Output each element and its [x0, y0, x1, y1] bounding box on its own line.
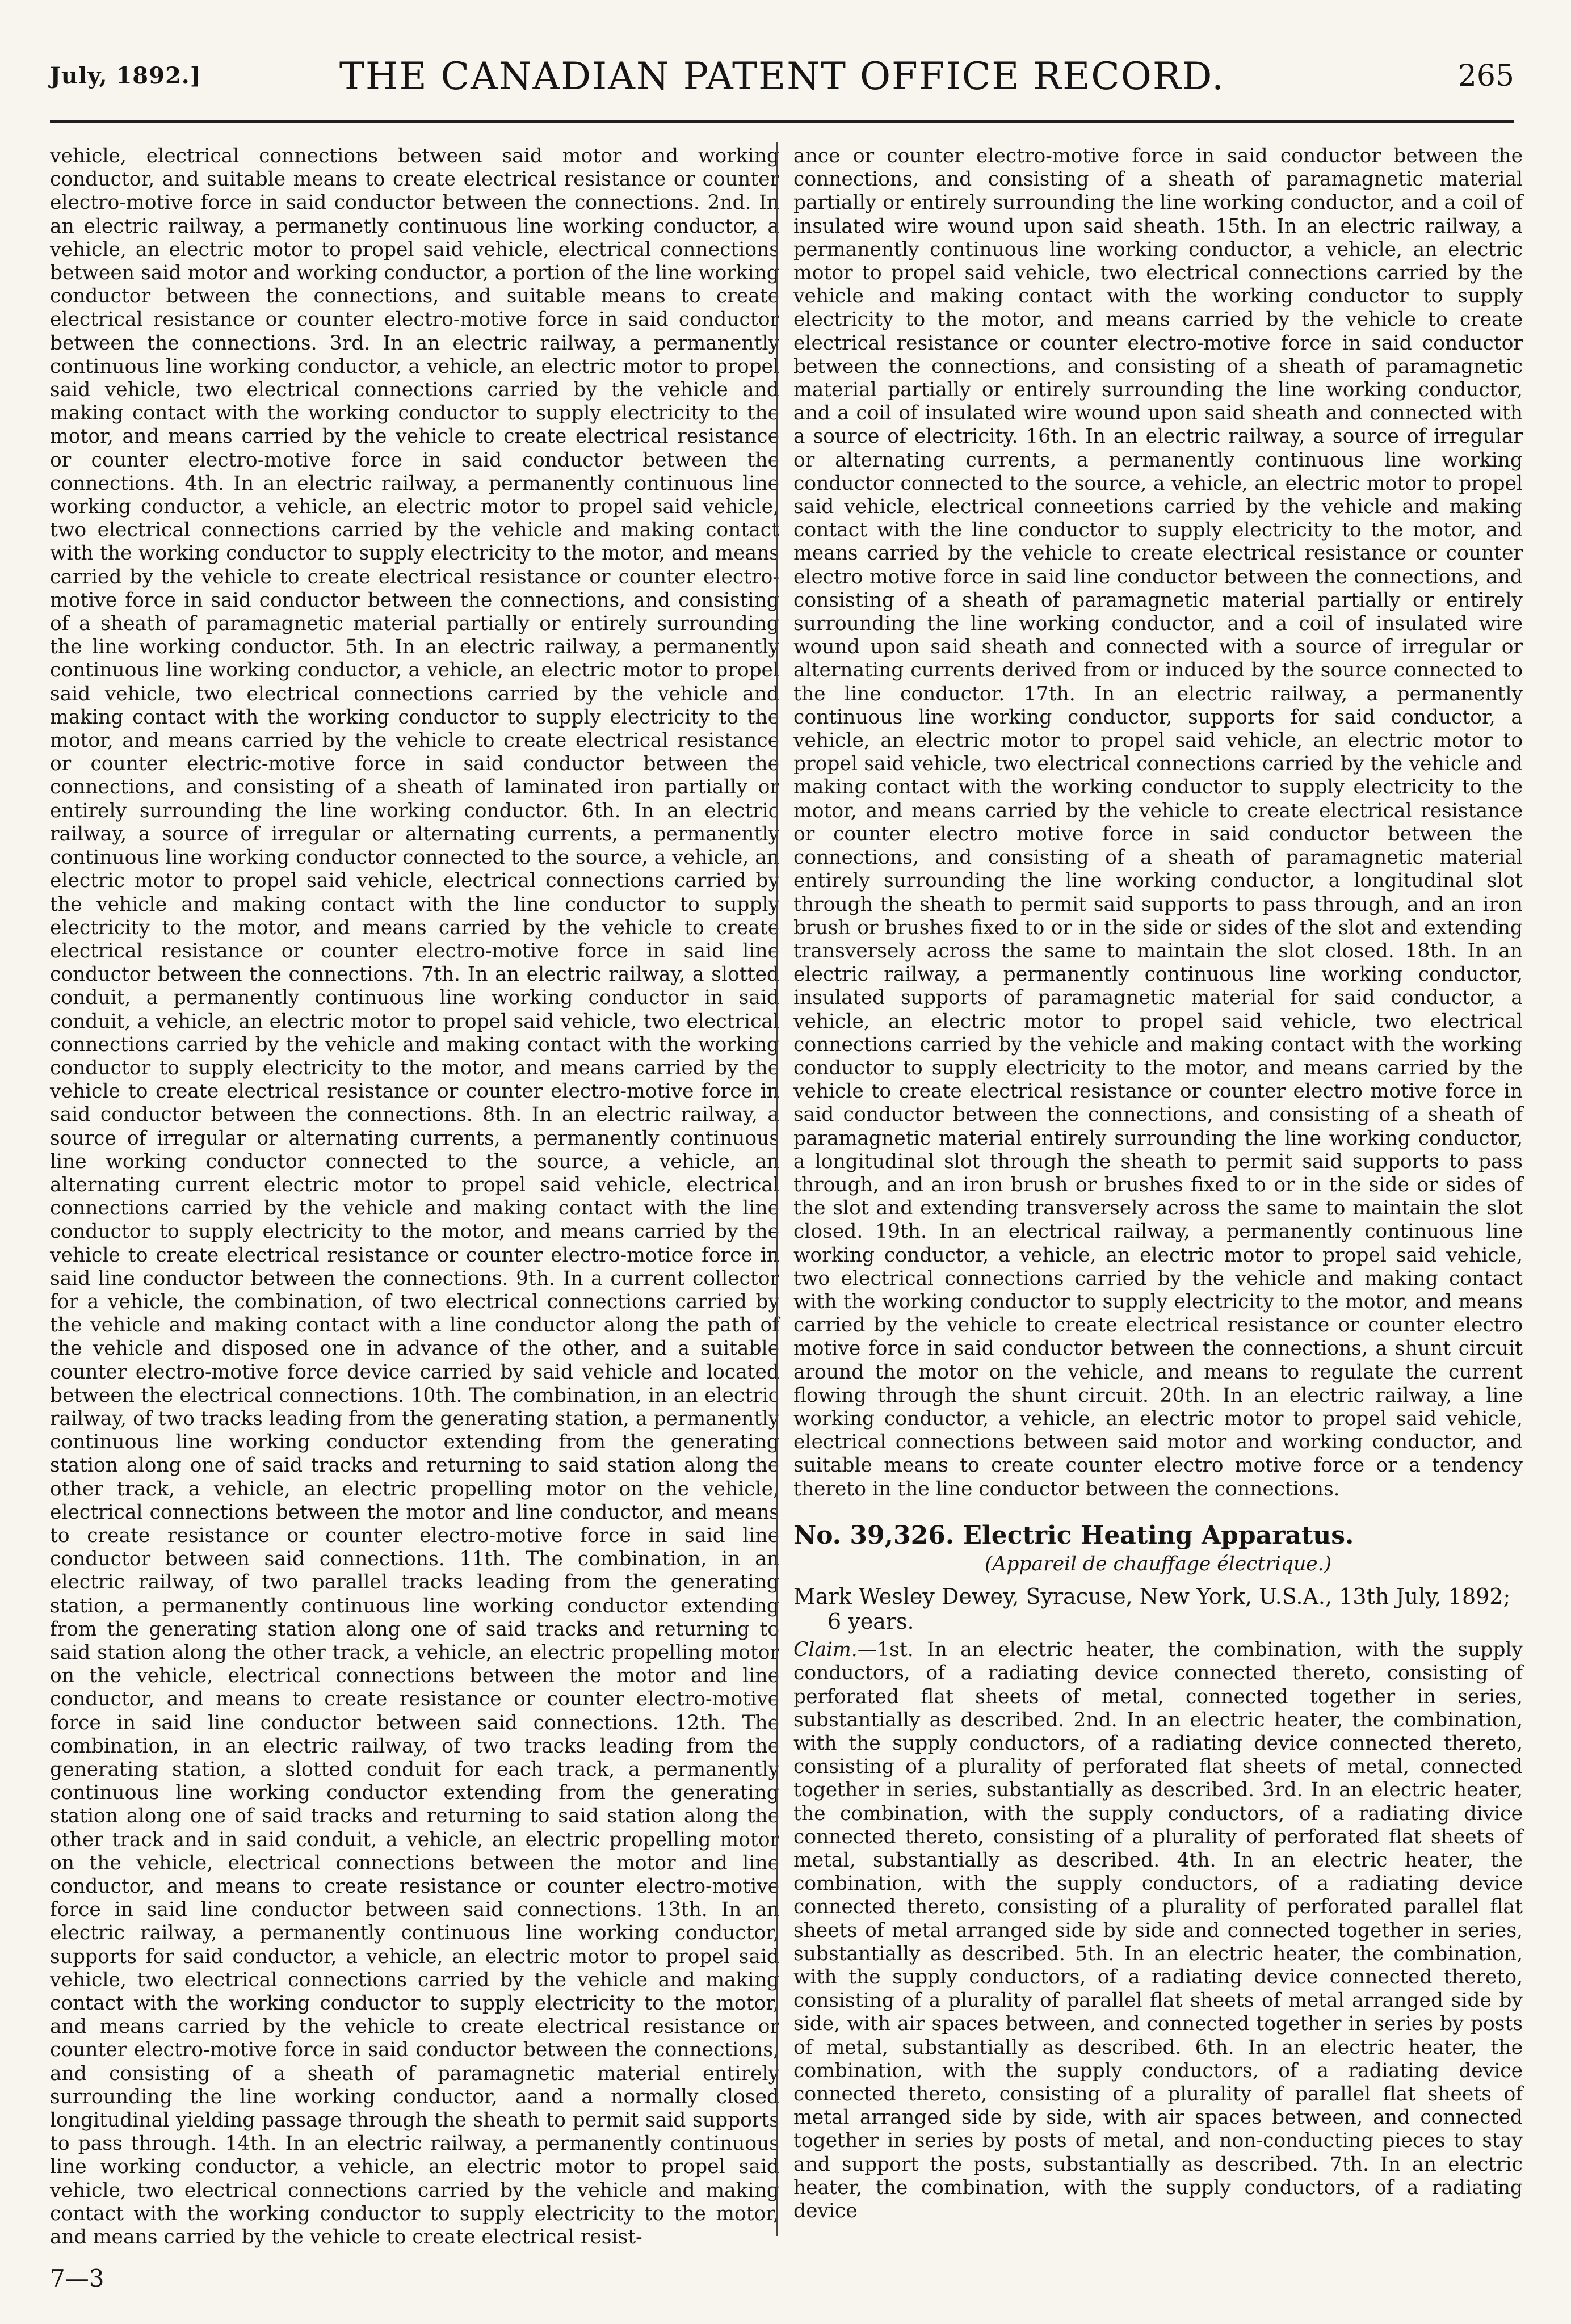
patent-subheading: (Appareil de chauffage électrique.) — [984, 1552, 1332, 1575]
right-column — [793, 145, 1523, 2223]
patent-applicant: Mark Wesley Dewey, Syracuse, New York, U.S.A., 13th July, 1892; 6 years. — [793, 1584, 1511, 1634]
left-column-text: vehicle, electrical connections between said motor and working conductor, and suitable means to create electrical resistance or counter electro-motive force in said conductor between the connections. 2nd. In an electric railway, a permanetly continuous line working conductor, a vehicle, an electric motor to propel said vehicle, electrical connections between said motor and working conductor, a portion of the line working conductor between the connections, and suitable means to create electrical resistance or counter electro-motive force in said conductor between the connections. 3rd. In an electric railway, a permanently continuous line working conductor, a vehicle, an electric motor to propel said vehicle, two electrical connections carried by the vehicle and making contact with the working conductor to supply electricity to the motor, and means carried by the vehicle to create electrical resistance or counter electro-motive force in said conductor between the connections. 4th. In an electric railway, a permanently continuous line working conductor, a vehicle, an electric motor to propel said vehicle, two electrical connections carried by the vehicle and making contact with the working conductor to supply electricity to the motor, and means carried by the vehicle to create electrical resistance or counter electro-motive force in said conductor between the connections, and consisting of a sheath of paramagnetic material partially or entirely surrounding the line working conductor. 5th. In an electric railway, a permanently continuous line working conductor, a vehicle, an electric motor to propel said vehicle, two electrical connections carried by the vehicle and making contact with the working conductor to supply electricity to the motor, and means carried by the vehicle to create electrical resistance or counter electric-motive force in said conductor between the connections, and consisting of a sheath of laminated iron partially or entirely surrounding the line working conductor. 6th. In an electric railway, a source of irregular or alternating currents, a permanently continuous line working conductor connected to the source, a vehicle, an electric motor to propel said vehicle, electrical connections carried by the vehicle and making contact with the line conductor to supply electricity to the motor, and means carried by the vehicle to create electrical resistance or counter electro-motive force in said line conductor between the connections. 7th. In an electric railway, a slotted conduit, a permanently continuous line working conductor in said conduit, a vehicle, an electric motor to propel said vehicle, two electrical connections carried by the vehicle and making contact with the working conductor to supply electricity to the motor, and means carried by the vehicle to create electrical resistance or counter electro-motive force in said conductor between the connections. 8th. In an electric railway, a source of irregular or alternating currents, a permanently continuous line working conductor connected to the source, a vehicle, an alternating current electric motor to propel said vehicle, electrical connections carried by the vehicle and making contact with the line conductor to supply electricity to the motor, and means carried by the vehicle to create electrical resistance or counter electro-motice force in said line conductor between the connections. 9th. In a current collector for a vehicle, the combination, of two electrical connections carried by the vehicle and making contact with a line conductor along the path of the vehicle and disposed one in advance of the other, and a suitable counter electro-motive force device carried by said vehicle and located between the electrical connections. 10th. The combination, in an electric railway, of two tracks leading from the generating station, a permanently continuous line working conductor extending from the generating station along one of said tracks and returning to said station along the other track, a vehicle, an electric propelling motor on the vehicle, electrical connections between the motor and line conductor, and means to create resistance or counter electro-motive force in said line conductor between said connections. 11th. The combination, in an electric railway, of two parallel tracks leading from the generating station, a permanently continuous line working conductor extending from the generating station along one of said tracks and returning to said station along the other track, a vehicle, an electric propelling motor on the vehicle, electrical connections between the motor and line conductor, and means to create resistance or counter electro-motive force in said line conductor between said connections. 12th. The combination, in an electric railway, of two tracks leading from the generating station, a slotted conduit for each track, a permanently continuous line working conductor extending from the generating station along one of said tracks and returning to said station along the other track and in said conduit, a vehicle, an electric propelling motor on the vehicle, electrical connections between the motor and line conductor, and means to create resistance or counter electro-motive force in said line conductor between said connections. 13th. In an electric railway, a permanently continuous line working conductor, supports for said conductor, a vehicle, an electric motor to propel said vehicle, two electrical connections carried by the vehicle and making contact with the working conductor to supply electricity to the motor, and means carried by the vehicle to create electrical resistance or counter electro-motive force in said conductor between the connections, and consisting of a sheath of paramagnetic material entirely surrounding the line working conductor, aand a normally closed longitudinal yielding passage through the sheath to permit said supports to pass through. 14th. In an electric railway, a permanently continuous line working conductor, a vehicle, an electric motor to propel said vehicle, two electrical connections carried by the vehicle and making contact with the working conductor to supply electricity to the motor, and means carried by the vehicle to create electrical resist- — [50, 145, 779, 2249]
header-rule — [50, 120, 1514, 123]
signature-mark: 7—3 — [50, 2264, 104, 2292]
patent-heading: No. 39,326. Electric Heating Apparatus. — [793, 1520, 1354, 1550]
issue-date: July, 1892.] — [50, 62, 201, 89]
page-number: 265 — [1457, 59, 1514, 93]
column-divider — [776, 142, 778, 2236]
claim-label: Claim. — [793, 1638, 858, 1662]
left-column — [50, 145, 779, 2249]
claim-paragraph — [793, 1638, 1523, 2223]
right-column-text: ance or counter electro-motive force in said conductor between the connections, and consisting of a sheath of paramagnetic material partially or entirely surrounding the line working conductor, and a coil of insulated wire wound upon said sheath. 15th. In an electric railway, a permanently continuous line working conductor, a vehicle, an electric motor to propel said vehicle, two electrical connections carried by the vehicle and making contact with the working conductor to supply electricity to the motor, and means carried by the vehicle to create electrical resistance or counter electro-motive force in said conductor between the connections, and consisting of a sheath of paramagnetic material partially or entirely surrounding the line working conductor, and a coil of insulated wire wound upon said sheath and connected with a source of electricity. 16th. In an electric railway, a source of irregular or alternating currents, a permanently continuous line working conductor connected to the source, a vehicle, an electric motor to propel said vehicle, electrical conneetions carried by the vehicle and making contact with the line conductor to supply electricity to the motor, and means carried by the vehicle to create electrical resistance or counter electro motive force in said line conductor between the connections, and consisting of a sheath of paramagnetic material partially or entirely surrounding the line working conductor, and a coil of insulated wire wound upon said sheath and connected with a source of irregular or alternating currents derived from or induced by the source connected to the line conductor. 17th. In an electric railway, a permanently continuous line working conductor, supports for said conductor, a vehicle, an electric motor to propel said vehicle, an electric motor to propel said vehicle, two electrical connections carried by the vehicle and making contact with the working conductor to supply electricity to the motor, and means carried by the vehicle to create electrical resistance or counter electro motive force in said conductor between the connections, and consisting of a sheath of paramagnetic material entirely surrounding the line working conductor, a longitudinal slot through the sheath to permit said supports to pass through, and an iron brush or brushes fixed to or in the side or sides of the slot and extending transversely across the same to maintain the slot closed. 18th. In an electric railway, a permanently continuous line working conductor, insulated supports of paramagnetic material for said conductor, a vehicle, an electric motor to propel said vehicle, two electrical connections carried by the vehicle and making contact with the working conductor to supply electricity to the motor, and means carried by the vehicle to create electrical resistance or counter electro motive force in said conductor between the connections, and consisting of a sheath of paramagnetic material entirely surrounding the line working conductor, a longitudinal slot through the sheath to permit said supports to pass through, and an iron brush or brushes fixed to or in the side or sides of the slot and extending transversely across the same to maintain the slot closed. 19th. In an electrical railway, a permanently continuous line working conductor, a vehicle, an electric motor to propel said vehicle, two electrical connections carried by the vehicle and making contact with the working conductor to supply electricity to the motor, and means carried by the vehicle to create electrical resistance or counter electro motive force in said conductor between the connections, a shunt circuit around the motor on the vehicle, and means to regulate the current flowing through the shunt circuit. 20th. In an electric railway, a line working conductor, a vehicle, an electric motor to propel said vehicle, electrical connections between said motor and working conductor, and suitable means to create counter electro motive force or a tendency thereto in the line conductor between the connections. — [793, 145, 1523, 1501]
page-header — [50, 54, 1514, 106]
page-title: THE CANADIAN PATENT OFFICE RECORD. — [339, 54, 1225, 98]
claim-text: —1st. In an electric heater, the combination, with the supply conductors, of a radiating device connected thereto, consisting of perforated flat sheets of metal, connected together in series, substantially as described. 2nd. In an electric heater, the combination, with the supply conductors, of a radiating device connected thereto, consisting of a plurality of perforated flat sheets of metal, connected together in series, substantially as described. 3rd. In an electric heater, the combination, with the supply conductors, of a radiating divice connected thereto, consisting of a plurality of perforated flat sheets of metal, substantially as described. 4th. In an electric heater, the combination, with the supply conductors, of a radiating device connected thereto, consisting of a plurality of perforated parallel flat sheets of metal arranged side by side and connected together in series, substantially as described. 5th. In an electric heater, the combination, with the supply conductors, of a radiating device connected thereto, consisting of a plurality of parallel flat sheets of metal arranged side by side, with air spaces between, and connected together in series by posts of metal, substantially as described. 6th. In an electric heater, the combination, with the supply conductors, of a radiating device connected thereto, consisting of a plurality of parallel flat sheets of metal arranged side by side, with air spaces between, and connected together in series by posts of metal, and non-conducting pieces to stay and support the posts, substantially as described. 7th. In an electric heater, the combination, with the supply conductors, of a radiating device — [793, 1638, 1523, 2223]
